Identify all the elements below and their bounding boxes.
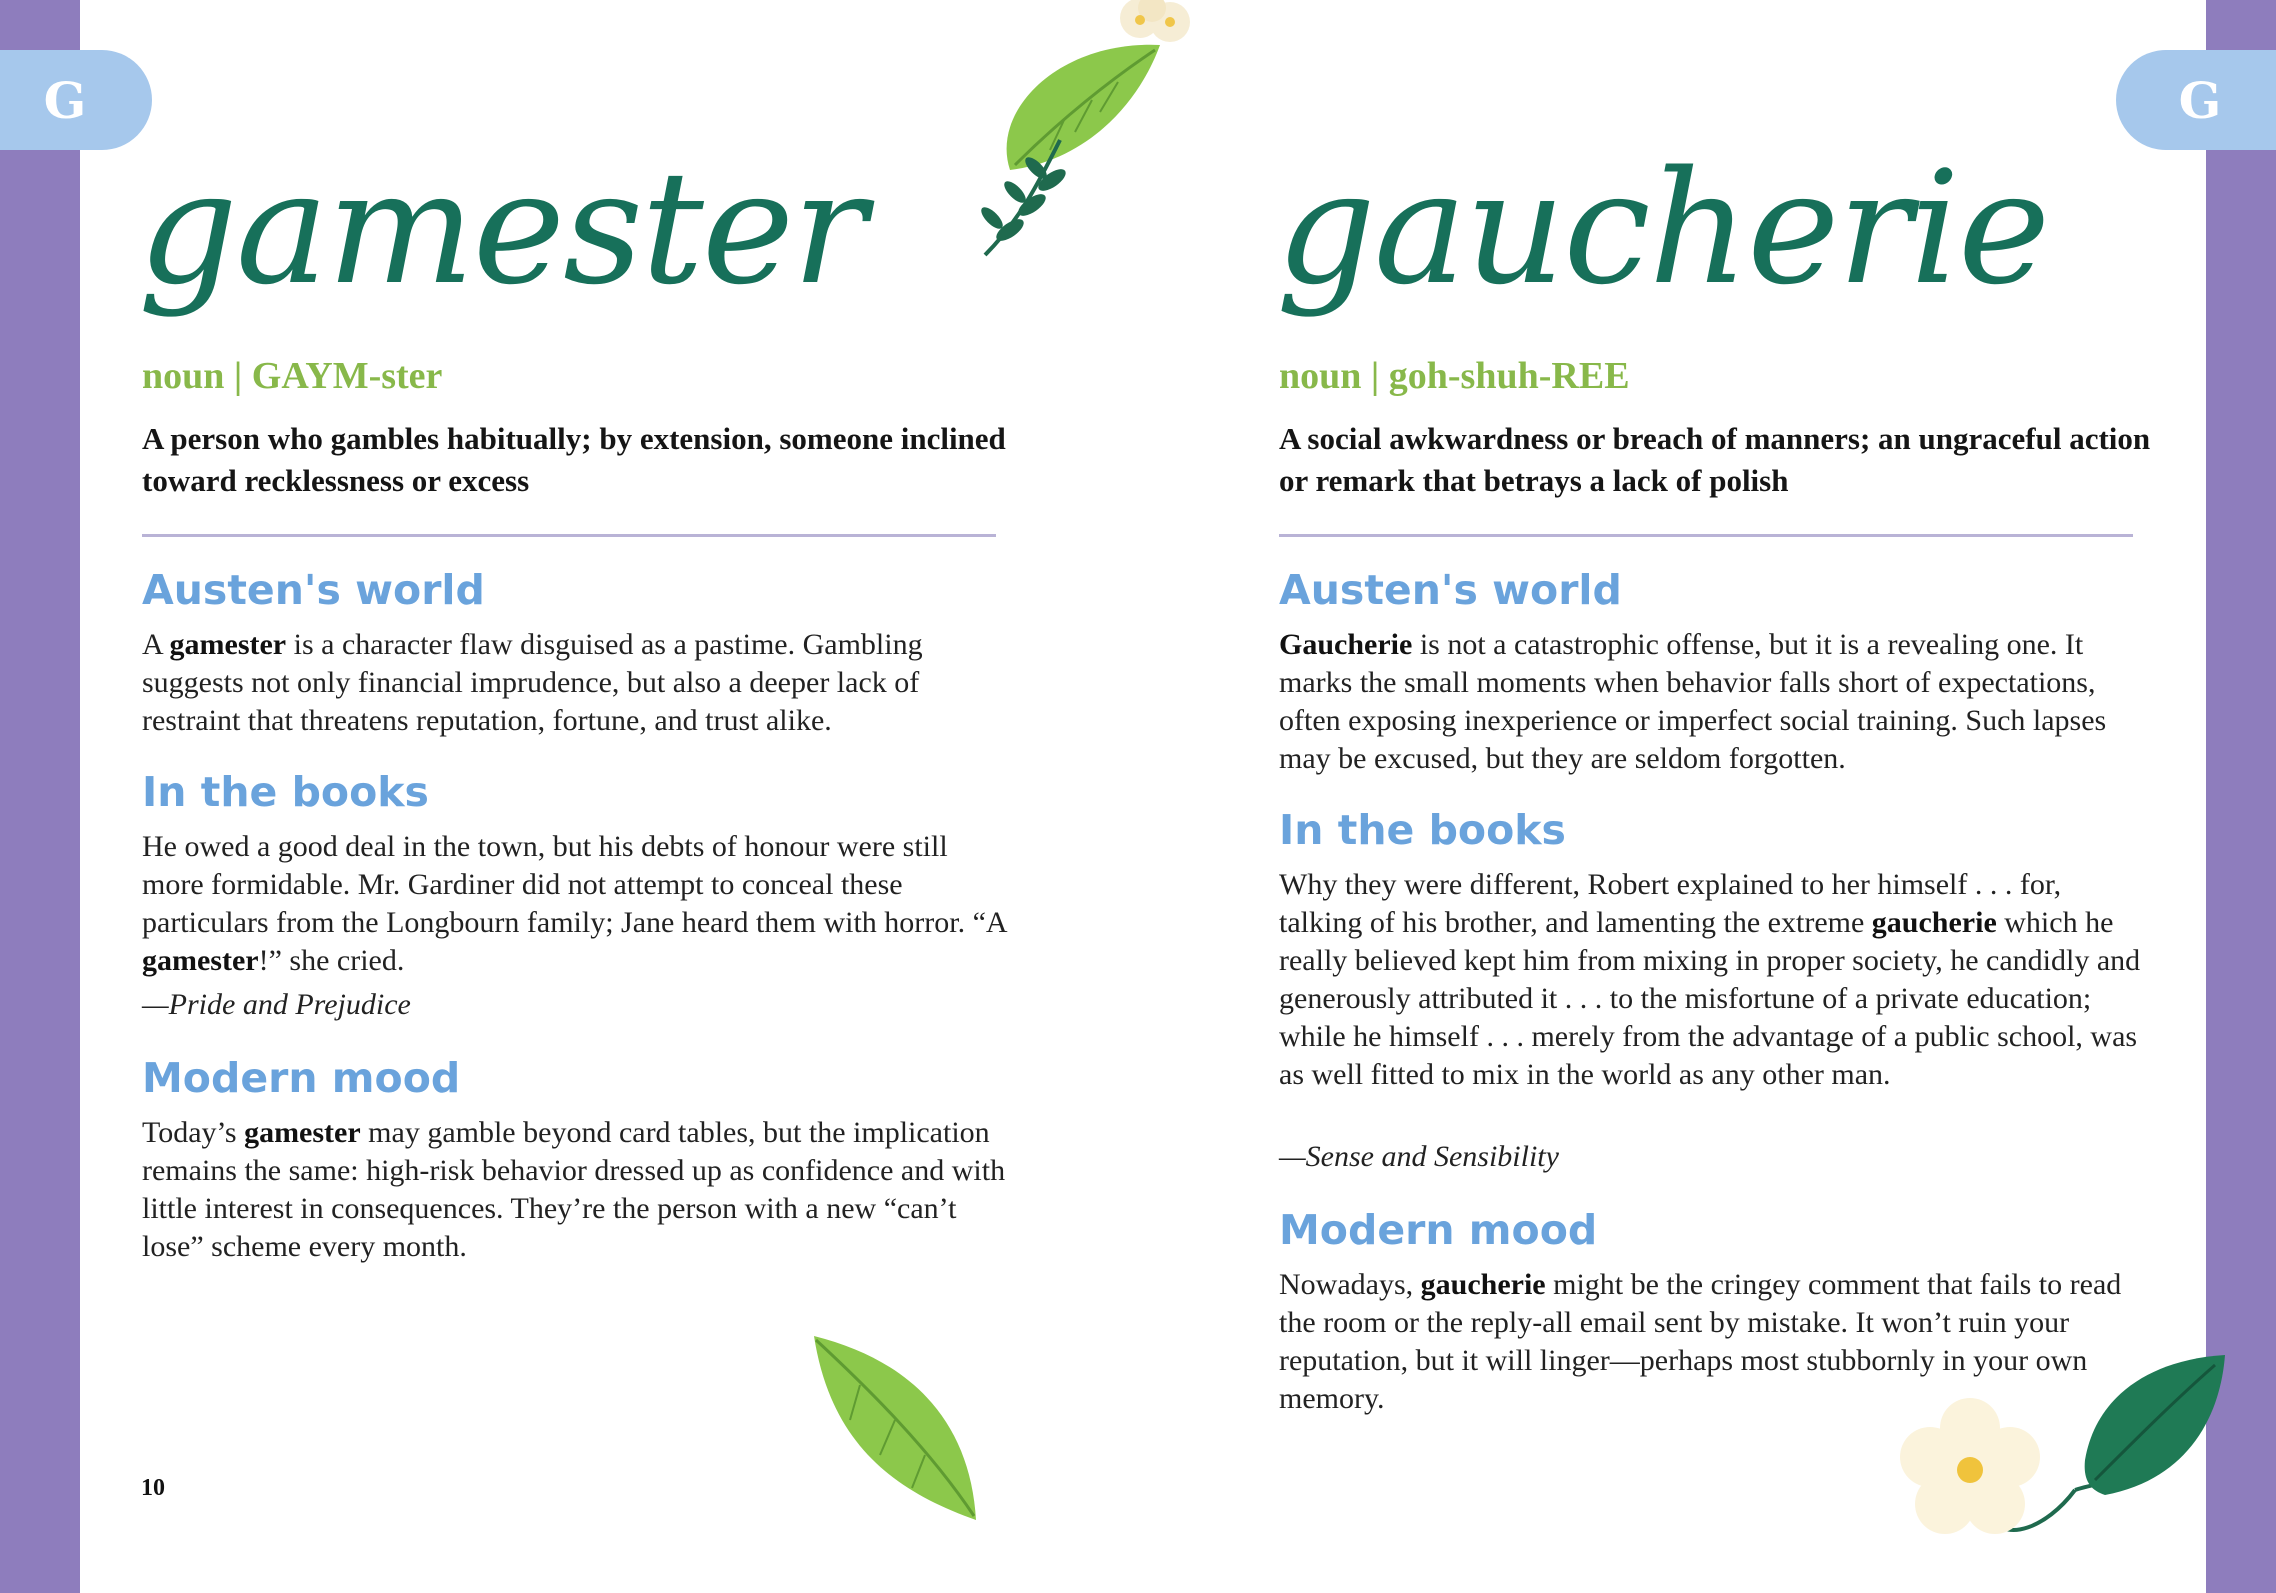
divider	[1279, 534, 2133, 537]
text-run: might be the cringey comment that fails to read the room or the reply-all email sent by mistake. It won’t ruin your reputation, but it will linger—perhaps most stubbornly in your own memory.	[1279, 1268, 2122, 1415]
text-run: !” she cried.	[258, 944, 405, 977]
section-heading-in-the-books: In the books	[142, 768, 429, 816]
text-run: Why they were different, Robert explained to her himself . . . for, talking of his brother, and lamenting the extreme	[1279, 868, 2062, 939]
headword: gamester	[138, 137, 865, 319]
keyword: gamester	[169, 628, 287, 661]
keyword: gaucherie	[1871, 906, 1997, 939]
keyword: Gaucherie	[1279, 628, 1413, 661]
austens-world-text	[1279, 626, 2149, 778]
leaf-sprig-illustration	[970, 0, 1220, 270]
quote-text	[142, 828, 1012, 980]
left-page-edge	[0, 0, 80, 1593]
flower-illustration	[1895, 1340, 2225, 1560]
text-run: which he really believed kept him from mixing in proper society, he candidly and generously attributed it . . . to the misfortune of a private education; while he himself . . . merely from the advantage of a public school, was as well fitted to mix in the world as any other man.	[1279, 906, 2141, 1091]
text-run: Today’s	[142, 1116, 245, 1149]
section-heading-modern-mood: Modern mood	[1279, 1206, 1598, 1254]
page-number: 10	[141, 1475, 165, 1501]
text-run: A	[142, 628, 170, 661]
divider	[142, 534, 996, 537]
keyword: gaucherie	[1420, 1268, 1546, 1301]
keyword: gamester	[244, 1116, 361, 1149]
letter-tab-right	[2116, 50, 2276, 150]
definition: A person who gambles habitually; by extension, someone inclined toward recklessness or excess	[142, 421, 1006, 498]
letter-tab-left	[0, 50, 152, 150]
pronunciation: noun | GAYM-ster	[142, 355, 443, 397]
keyword: gamester	[142, 944, 259, 977]
text-run: may gamble beyond card tables, but the implication remains the same: high-risk behavior dressed up as confidence and with little interest in consequences. They’re the person with a new “can’t lose” scheme every month.	[142, 1116, 1006, 1263]
definition: A social awkwardness or breach of manners; an ungraceful action or remark that betrays a lack of polish	[1279, 421, 2151, 498]
text-run: Nowadays,	[1279, 1268, 1421, 1301]
pronunciation: noun | goh-shuh-REE	[1279, 355, 1630, 397]
section-heading-modern-mood: Modern mood	[142, 1054, 461, 1102]
section-heading-in-the-books: In the books	[1279, 806, 1566, 854]
quote-text	[1279, 866, 2149, 1094]
modern-mood-text	[142, 1114, 1012, 1266]
text-run: is a character flaw disguised as a pastime. Gambling suggests not only financial imprudence, but also a deeper lack of restraint that threatens reputation, fortune, and trust alike.	[142, 628, 923, 737]
text-run: He owed a good deal in the town, but his debts of honour were still more formidable. Mr. Gardiner did not attempt to conceal these particulars from the Longbourn family; Jane heard them with horror. “A	[142, 830, 1006, 939]
austens-world-text	[142, 626, 1012, 740]
text-run: is not a catastrophic offense, but it is a revealing one. It marks the small moments when behavior falls short of expectations, often exposing inexperience or imperfect social training. Such lapses may be excused, but they are seldom forgotten.	[1279, 628, 2107, 775]
letter-tab-label: G	[2178, 70, 2222, 130]
quote-source: —Sense and Sensibility	[1279, 1140, 1559, 1173]
letter-tab-label: G	[43, 70, 87, 130]
quote-source: —Pride and Prejudice	[142, 988, 411, 1021]
leaf-illustration	[800, 1330, 1000, 1530]
section-heading-austens-world: Austen's world	[142, 566, 485, 614]
section-heading-austens-world: Austen's world	[1279, 566, 1622, 614]
headword: gaucherie	[1276, 137, 2049, 319]
